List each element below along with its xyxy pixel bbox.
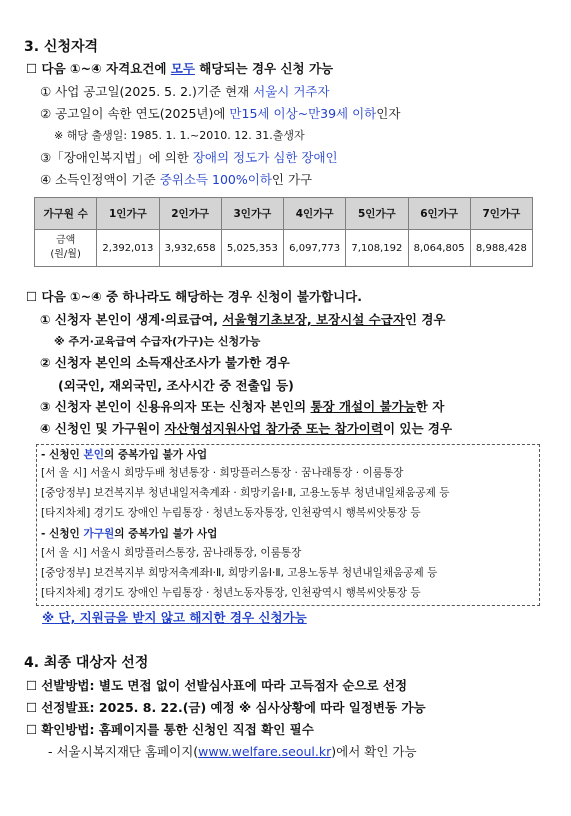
confirmation-sub: - 서울시복지재단 홈페이지(www.welfare.seoul.kr)에서 확인 가능 bbox=[48, 744, 417, 759]
checkbox-icon: ☐ bbox=[26, 700, 38, 715]
table-header: 가구원 수 bbox=[35, 198, 97, 230]
exclusion-2: ② 신청자 본인의 소득재산조사가 불가한 경우 bbox=[40, 355, 290, 370]
condition-3: ③「장애인복지법」에 의한 장애의 정도가 심한 장애인 bbox=[40, 150, 338, 165]
list-item: [중앙정부] 보건복지부 청년내일저축계좌 · 희망키움Ⅰ·Ⅱ, 고용노동부 청년내일채움공제 등 bbox=[41, 487, 450, 499]
confirmation-method: ☐ 확인방법: 홈페이지를 통한 신청인 직접 확인 필수 bbox=[26, 722, 314, 737]
condition-1: ① 사업 공고일(2025. 5. 2.)기준 현재 서울시 거주자 bbox=[40, 84, 330, 99]
exclusion-2-note: (외국인, 재외국민, 조사시간 중 전출입 등) bbox=[58, 378, 294, 393]
table-cell: 6,097,773 bbox=[284, 230, 346, 267]
announcement-date: ☐ 선정발표: 2025. 8. 22.(금) 예정 ※ 심사상황에 따라 일정변동 가능 bbox=[26, 700, 426, 715]
self-programs-title: - 신청인 본인의 중복가입 불가 사업 bbox=[41, 449, 208, 461]
table-header: 6인가구 bbox=[408, 198, 470, 230]
website-link[interactable]: www.welfare.seoul.kr bbox=[198, 744, 332, 759]
table-row bbox=[35, 230, 533, 267]
list-item: [타지차체] 경기도 장애인 누림통장 · 청년노동자통장, 인천광역시 행복씨앗통장 등 bbox=[41, 587, 421, 599]
condition-2-note: ※ 해당 출생일: 1985. 1. 1.~2010. 12. 31.출생자 bbox=[54, 129, 305, 142]
table-cell: 2,392,013 bbox=[97, 230, 159, 267]
checkbox-icon: ☐ bbox=[26, 722, 38, 737]
checkbox-icon: ☐ bbox=[26, 678, 38, 693]
condition-4: ④ 소득인정액이 기준 중위소득 100%이하인 가구 bbox=[40, 172, 313, 187]
table-cell: 8,988,428 bbox=[470, 230, 532, 267]
table-cell: 5,025,353 bbox=[221, 230, 283, 267]
table-header: 3인가구 bbox=[221, 198, 283, 230]
list-item: [서 울 시] 서울시 희망플러스통장, 꿈나래통장, 이룸통장 bbox=[41, 547, 302, 559]
table-header-row bbox=[35, 198, 533, 230]
table-cell: 7,108,192 bbox=[346, 230, 408, 267]
exclusion-4: ④ 신청인 및 가구원이 자산형성지원사업 참가중 또는 참가이력이 있는 경우 bbox=[40, 421, 453, 436]
table-header: 7인가구 bbox=[470, 198, 532, 230]
table-header: 1인가구 bbox=[97, 198, 159, 230]
section-4-title: 4. 최종 대상자 선정 bbox=[24, 655, 149, 671]
section-3-title: 3. 신청자격 bbox=[24, 39, 99, 55]
table-cell: 8,064,805 bbox=[408, 230, 470, 267]
household-programs-title: - 신청인 가구원의 중복가입 불가 사업 bbox=[41, 528, 218, 540]
eligibility-intro: ☐ 다음 ①~④ 자격요건에 모두 해당되는 경우 신청 가능 bbox=[26, 61, 334, 76]
selection-method: ☐ 선발방법: 별도 면접 없이 선발심사표에 따라 고득점자 순으로 선정 bbox=[26, 678, 408, 693]
box-note: ※ 단, 지원금을 받지 않고 해지한 경우 신청가능 bbox=[42, 610, 307, 625]
duplicate-program-box bbox=[36, 444, 540, 606]
list-item: [서 울 시] 서울시 희망두배 청년통장 · 희망플러스통장 · 꿈나래통장 · 이룸통장 bbox=[41, 467, 404, 479]
exclusion-intro: ☐ 다음 ①~④ 중 하나라도 해당하는 경우 신청이 불가합니다. bbox=[26, 289, 362, 304]
exclusion-1-note: ※ 주거·교육급여 수급자(가구)는 신청가능 bbox=[54, 335, 261, 348]
exclusion-1: ① 신청자 본인이 생계·의료급여, 서울형기초보장, 보장시설 수급자인 경우 bbox=[40, 312, 446, 327]
list-item: [중앙정부] 보건복지부 희망저축계좌Ⅰ·Ⅱ, 희망키움Ⅰ·Ⅱ, 고용노동부 청년내일채움공제 등 bbox=[41, 567, 438, 579]
median-income-table bbox=[34, 197, 533, 267]
table-header: 4인가구 bbox=[284, 198, 346, 230]
list-item: [타지차체] 경기도 장애인 누림통장 · 청년노동자통장, 인천광역시 행복씨앗통장 등 bbox=[41, 507, 421, 519]
condition-2: ② 공고일이 속한 연도(2025년)에 만15세 이상~만39세 이하인자 bbox=[40, 106, 401, 121]
row-label: 금액 (원/월) bbox=[35, 230, 97, 267]
table-header: 2인가구 bbox=[159, 198, 221, 230]
table-header: 5인가구 bbox=[346, 198, 408, 230]
exclusion-3: ③ 신청자 본인이 신용유의자 또는 신청자 본인의 통장 개설이 불가능한 자 bbox=[40, 399, 445, 414]
table-cell: 3,932,658 bbox=[159, 230, 221, 267]
